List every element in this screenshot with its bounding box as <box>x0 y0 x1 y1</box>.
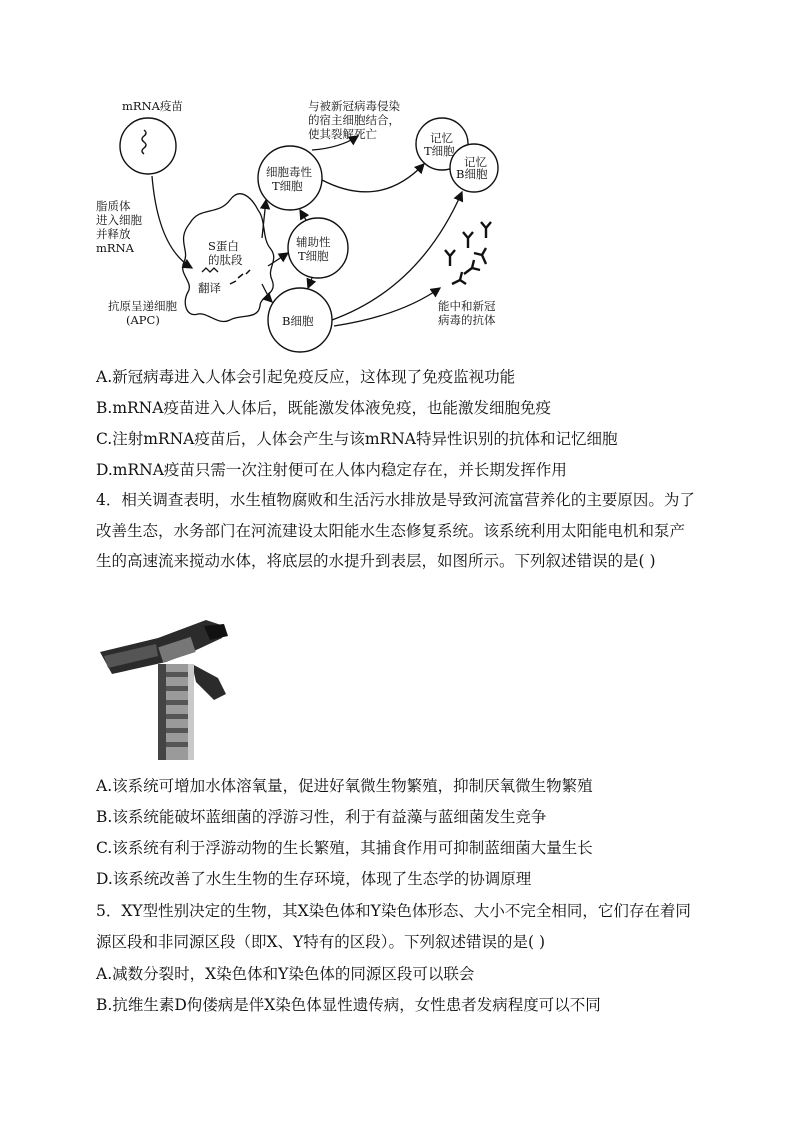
mrna-strand-icon <box>142 130 146 154</box>
apc-label-1: 抗原呈递细胞 <box>108 299 177 313</box>
apc-label-2: (APC) <box>126 313 160 327</box>
arrow-cytotoxic-to-memory-t <box>322 164 424 192</box>
translate-label: 翻译 <box>198 281 221 295</box>
immune-diagram <box>90 88 550 358</box>
memory-b-label-2: B细胞 <box>456 167 488 181</box>
arrow-b-to-antibody <box>334 288 440 326</box>
cytotoxic-t-label-2: T细胞 <box>272 179 303 193</box>
memory-t-label-1: 记忆 <box>430 131 453 145</box>
liposome-label-2: 进入细胞 <box>96 213 142 227</box>
helper-t-label-1: 辅助性 <box>296 235 331 249</box>
antibody-label-2: 病毒的抗体 <box>438 313 496 327</box>
s-protein-label-2: 的肽段 <box>208 253 243 267</box>
q4-option-a: A.该系统可增加水体溶氧量，促进好氧微生物繁殖，抑制厌氧微生物繁殖 <box>96 777 593 795</box>
q3-option-b: B.mRNA疫苗进入人体后，既能激发体液免疫，也能激发细胞免疫 <box>96 399 551 417</box>
antibody-icons <box>445 222 491 284</box>
mrna-in-apc-icon <box>202 268 218 272</box>
host-bind-label-1: 与被新冠病毒侵染 <box>308 99 400 113</box>
liposome-label-1: 脂质体 <box>96 199 131 213</box>
host-bind-label-2: 的宿主细胞结合， <box>308 113 400 127</box>
q5-stem: 5．XY型性别决定的生物，其X染色体和Y染色体形态、大小不完全相同，它们存在着同源区段和非同源区段（即X、Y特有的区段）。下列叙述错误的是( ) <box>96 902 691 951</box>
q5-option-b: B.抗维生素D佝偻病是伴X染色体显性遗传病，女性患者发病程度可以不同 <box>96 996 601 1014</box>
eco-system-photo <box>96 612 236 762</box>
helper-t-label-2: T细胞 <box>298 249 329 263</box>
cytotoxic-t-label-1: 细胞毒性 <box>266 165 312 179</box>
arrow-apc-to-helper <box>268 253 288 266</box>
arrow-helper-to-b <box>308 278 312 288</box>
s-protein-label-1: S蛋白 <box>208 239 239 253</box>
host-bind-label-3: 使其裂解死亡 <box>308 127 377 141</box>
q4-option-c: C.该系统有利于浮游动物的生长繁殖，其捕食作用可抑制蓝细菌大量生长 <box>96 839 593 857</box>
q4-option-d: D.该系统改善了水生生物的生存环境，体现了生态学的协调原理 <box>96 870 532 888</box>
liposome-label-3: 并释放 <box>96 227 131 241</box>
q4-stem: 4．相关调查表明，水生植物腐败和生活污水排放是导致河流富营养化的主要原因。为了改善生态，水务部门在河流建设太阳能水生态修复系统。该系统利用太阳能电机和泵产生的高速流来搅动水体，将底层的水提升到表层，如图所示。下列叙述错误的是( ) <box>96 491 695 570</box>
peptide-fragments-icon <box>230 270 250 284</box>
mrna-vaccine-label: mRNA疫苗 <box>122 99 183 113</box>
q3-option-d: D.mRNA疫苗只需一次注射便可在人体内稳定存在，并长期发挥作用 <box>96 461 567 479</box>
vaccine-circle <box>120 118 176 174</box>
liposome-label-4: mRNA <box>96 241 134 255</box>
q5-option-a: A.减数分裂时，X染色体和Y染色体的同源区段可以联会 <box>96 965 475 983</box>
q4-option-b: B.该系统能破坏蓝细菌的浮游习性，利于有益藻与蓝细菌发生竞争 <box>96 808 547 826</box>
b-cell-label: B细胞 <box>282 314 314 328</box>
antibody-label-1: 能中和新冠 <box>438 299 496 313</box>
q3-option-c: C.注射mRNA疫苗后，人体会产生与该mRNA特异性识别的抗体和记忆细胞 <box>96 430 618 448</box>
memory-t-label-2: T细胞 <box>424 144 455 158</box>
arrow-helper-to-cytotoxic <box>300 210 306 220</box>
q3-option-a: A.新冠病毒进入人体会引起免疫反应，这体现了免疫监视功能 <box>96 368 516 386</box>
memory-b-label-1: 记忆 <box>464 155 487 169</box>
